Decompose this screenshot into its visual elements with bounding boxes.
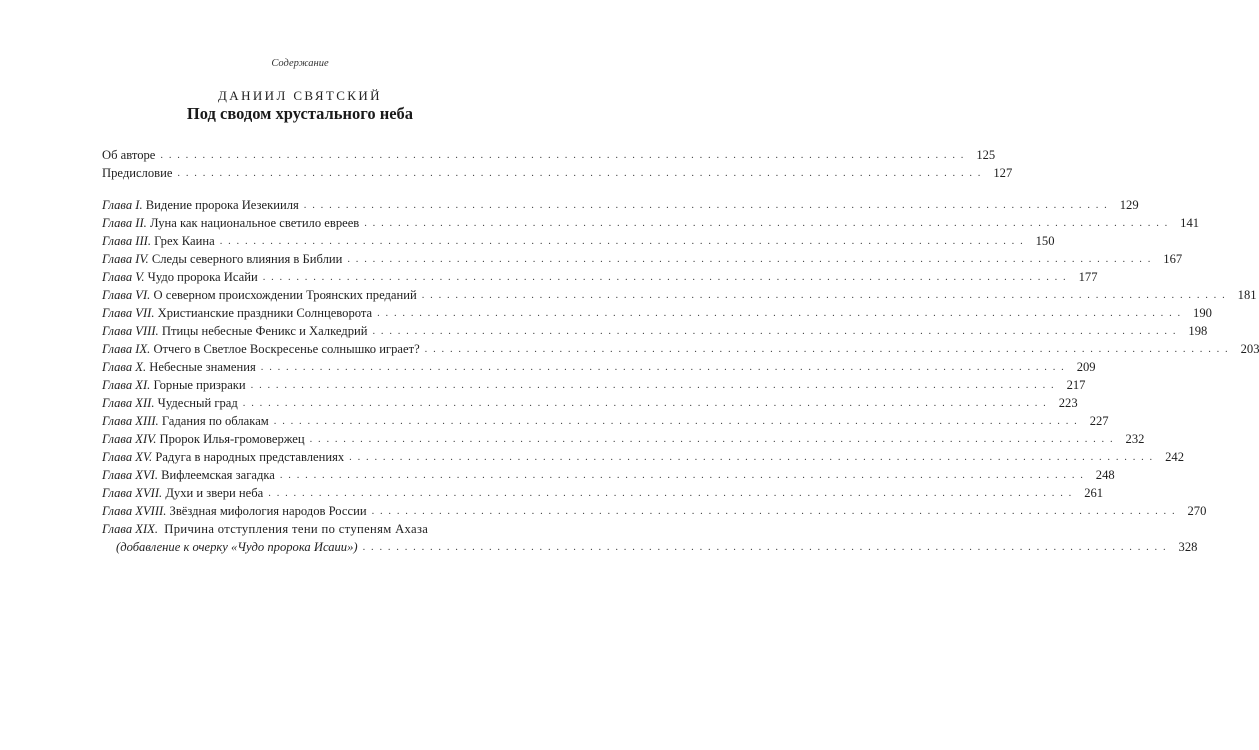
book-title: Под сводом хрустального неба [186, 104, 414, 123]
toc-entry-chapter[interactable] [102, 195, 1139, 213]
toc-entry-chapter[interactable] [102, 501, 1207, 519]
toc-entry-chapter[interactable] [102, 393, 1078, 411]
chapter-prefix: Глава VIII. [102, 324, 159, 338]
toc-entry-label: Об авторе [102, 148, 156, 162]
leader-dots: ................................................................................................ [177, 168, 987, 179]
chapter-title: Христианские праздники Солнцеворота [157, 306, 373, 320]
toc-entry-about-author[interactable] [102, 145, 996, 163]
chapter-prefix: Глава XIV. [102, 432, 157, 446]
running-head: Содержание [271, 58, 329, 69]
toc-entry-chapter[interactable] [102, 429, 1145, 447]
chapter-prefix: Глава XVII. [102, 486, 163, 500]
toc-entry-chapter[interactable] [102, 375, 1086, 393]
page-number: 150 [1035, 234, 1055, 248]
toc-entry-chapter[interactable] [102, 249, 1183, 267]
page-number: 127 [993, 166, 1013, 180]
leader-dots: ................................................................................................ [219, 236, 1029, 247]
toc-entry-chapter[interactable] [102, 213, 1200, 231]
chapter-title: Горные призраки [153, 378, 246, 392]
page-number: 248 [1095, 468, 1115, 482]
toc-entry-chapter[interactable] [102, 411, 1109, 429]
chapter-prefix: Глава XVIII. [102, 504, 167, 518]
chapter-prefix: Глава III. [102, 234, 151, 248]
toc-entry-chapter[interactable] [102, 339, 1259, 357]
leader-dots: ................................................................................................ [347, 254, 1157, 265]
chapter-title: Духи и звери неба [165, 486, 264, 500]
chapter-prefix: Глава XVI. [102, 468, 158, 482]
leader-dots: ................................................................................................ [309, 434, 1119, 445]
toc-entry-chapter[interactable] [102, 303, 1212, 321]
leader-dots: ................................................................................................ [260, 362, 1070, 373]
chapter-title: Вифлеемская загадка [161, 468, 275, 482]
chapter-prefix: Глава VII. [102, 306, 155, 320]
page-number: 141 [1180, 216, 1200, 230]
leader-dots: ................................................................................................ [364, 218, 1174, 229]
toc-entry-chapter[interactable] [102, 447, 1184, 465]
leader-dots: ................................................................................................ [421, 290, 1231, 301]
chapter-prefix: Глава XII. [102, 396, 155, 410]
leader-dots: ................................................................................................ [424, 344, 1234, 355]
leader-dots: ................................................................................................ [372, 326, 1182, 337]
chapter-title: Причина отступления тени по ступеням Ахаза [164, 522, 429, 536]
chapter-prefix: Глава I. [102, 198, 143, 212]
chapter-prefix: Глава XIII. [102, 414, 159, 428]
page-number: 261 [1084, 486, 1104, 500]
chapter-title: Гадания по облакам [161, 414, 269, 428]
page-number: 328 [1178, 540, 1198, 554]
chapter-title: Звёздная мифология народов России [169, 504, 367, 518]
author-name: ДАНИИЛ СВЯТСКИЙ [218, 88, 382, 103]
chapter-title: Пророк Илья-громовержец [159, 432, 305, 446]
leader-dots: ................................................................................................ [303, 200, 1113, 211]
page-number: 270 [1187, 504, 1207, 518]
leader-dots: ................................................................................................ [268, 488, 1078, 499]
page-number: 125 [976, 148, 996, 162]
chapter-prefix: Глава IX. [102, 342, 151, 356]
chapter-title: Грех Каина [154, 234, 215, 248]
leader-dots: ................................................................................................ [242, 398, 1052, 409]
leader-dots: ................................................................................................ [250, 380, 1060, 391]
leader-dots: ................................................................................................ [377, 308, 1186, 319]
toc-entry-chapter-last[interactable] [102, 519, 474, 537]
page-number: 232 [1125, 432, 1145, 446]
page-number: 190 [1193, 306, 1212, 320]
toc-entry-chapter[interactable] [102, 267, 1098, 285]
toc-entry-chapter[interactable] [102, 483, 1104, 501]
chapter-title: Следы северного влияния в Библии [151, 252, 343, 266]
toc-entry-label: Предисловие [102, 166, 173, 180]
page-number: 217 [1066, 378, 1086, 392]
chapter-title: Чудесный град [157, 396, 238, 410]
page-number: 167 [1163, 252, 1183, 266]
page-number: 129 [1119, 198, 1139, 212]
chapter-prefix: Глава X. [102, 360, 147, 374]
chapter-title: Видение пророка Иезекииля [145, 198, 299, 212]
chapter-prefix: Глава XV. [102, 450, 153, 464]
chapter-prefix: Глава XI. [102, 378, 151, 392]
chapter-prefix: Глава VI. [102, 288, 151, 302]
chapter-title: Отчего в Светлое Воскресенье солнышко играет? [153, 342, 420, 356]
page-number: 227 [1089, 414, 1109, 428]
leader-dots: ................................................................................................ [273, 416, 1083, 427]
toc-entry-chapter-last-continuation[interactable] [102, 537, 1198, 555]
toc-entry-chapter[interactable] [102, 357, 1096, 375]
chapter-prefix: Глава XIX. [102, 522, 158, 536]
chapter-title: О северном происхождении Троянских преданий [153, 288, 417, 302]
toc-entry-preface[interactable] [102, 163, 1013, 181]
chapter-prefix: Глава II. [102, 216, 147, 230]
leader-dots: ................................................................................................ [262, 272, 1072, 283]
chapter-prefix: Глава V. [102, 270, 145, 284]
leader-dots: ................................................................................................ [362, 542, 1172, 553]
leader-dots: ................................................................................................ [349, 452, 1158, 463]
page-number: 209 [1076, 360, 1096, 374]
toc-entry-chapter[interactable] [102, 285, 1257, 303]
page-number: 223 [1058, 396, 1078, 410]
leader-dots: ................................................................................................ [371, 506, 1181, 517]
leader-dots: ................................................................................................ [279, 470, 1089, 481]
page-number: 181 [1237, 288, 1257, 302]
chapter-title: Радуга в народных представлениях [155, 450, 345, 464]
page-number: 203 [1240, 342, 1259, 356]
page-number: 177 [1078, 270, 1098, 284]
chapter-title: Птицы небесные Феникс и Халкедрий [161, 324, 368, 338]
toc-entry-chapter[interactable] [102, 231, 1055, 249]
toc-entry-chapter[interactable] [102, 465, 1115, 483]
chapter-title: Луна как национальное светило евреев [149, 216, 360, 230]
chapter-subtitle: (добавление к очерку «Чудо пророка Исаии») [116, 540, 358, 554]
page-number: 198 [1188, 324, 1208, 338]
chapter-prefix: Глава IV. [102, 252, 149, 266]
page-number: 242 [1165, 450, 1184, 464]
leader-dots: ................................................................................................ [160, 150, 970, 161]
chapter-title: Чудо пророка Исайи [147, 270, 258, 284]
chapter-title: Небесные знамения [149, 360, 256, 374]
toc-entry-chapter[interactable] [102, 321, 1208, 339]
